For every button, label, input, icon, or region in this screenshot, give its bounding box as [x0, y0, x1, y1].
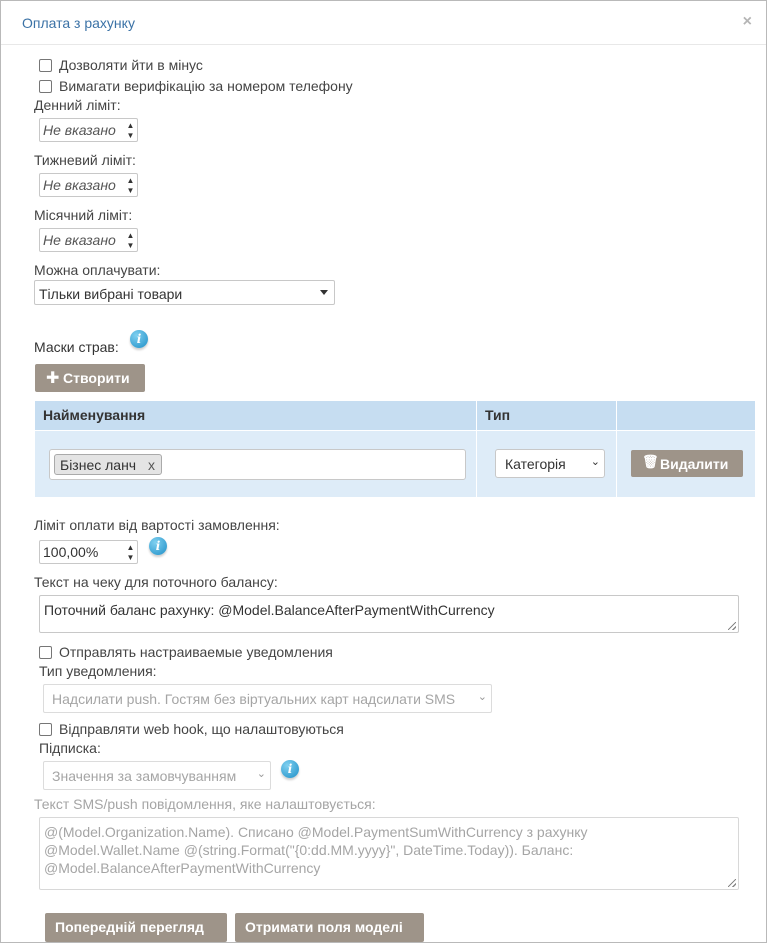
preview-button[interactable]: [45, 913, 227, 942]
webhook-checkbox[interactable]: [39, 723, 52, 736]
info-icon[interactable]: i: [149, 537, 167, 555]
custom-notifications-checkbox[interactable]: [39, 646, 52, 659]
mask-tag-label: Бізнес ланч: [60, 457, 137, 473]
create-mask-button[interactable]: [35, 364, 145, 392]
mask-tag-input[interactable]: [49, 449, 466, 480]
spin-down-icon[interactable]: ▼: [126, 186, 135, 195]
info-icon[interactable]: i: [281, 760, 299, 778]
allow-negative-label: Дозволяти йти в мінус: [59, 57, 203, 73]
delete-mask-label: Видалити: [660, 456, 729, 472]
mask-tag: [54, 454, 162, 475]
payable-label: Можна оплачувати:: [34, 262, 161, 278]
monthly-limit-label: Місячний ліміт:: [34, 207, 133, 223]
receipt-text-value: Поточний баланс рахунку: @Model.BalanceAfterPaymentWithCurrency: [44, 602, 495, 618]
sms-text-label: Текст SMS/push повідомлення, яке налаштовується:: [34, 796, 376, 812]
spin-down-icon[interactable]: ▼: [126, 241, 135, 250]
receipt-text-area[interactable]: [39, 595, 739, 633]
spin-up-icon[interactable]: ▲: [126, 543, 135, 552]
spin-up-icon[interactable]: ▲: [126, 231, 135, 240]
column-header-name: Найменування: [43, 407, 146, 423]
allow-negative-checkbox[interactable]: [39, 59, 52, 72]
tag-remove-icon[interactable]: x: [148, 457, 155, 473]
mask-type-select[interactable]: [495, 449, 605, 478]
sms-text-area[interactable]: [39, 817, 739, 890]
subscription-select[interactable]: [43, 761, 271, 790]
spin-down-icon[interactable]: ▼: [126, 553, 135, 562]
sms-text-line: @Model.Wallet.Name @(string.Format("{0:dd.MM.yyyy}", DateTime.Today)). Баланс:: [44, 842, 574, 858]
model-fields-button[interactable]: [235, 913, 424, 942]
webhook-label: Відправляти web hook, що налаштовуються: [59, 721, 344, 737]
info-icon[interactable]: i: [130, 330, 148, 348]
phone-verification-label: Вимагати верифікацію за номером телефону: [59, 78, 353, 94]
close-icon[interactable]: ×: [742, 13, 752, 30]
weekly-limit-input[interactable]: [39, 173, 138, 197]
spin-up-icon[interactable]: ▲: [126, 176, 135, 185]
order-limit-input[interactable]: [39, 540, 138, 564]
chevron-down-icon: [320, 290, 328, 295]
payable-select[interactable]: [34, 280, 335, 305]
sms-text-line: @Model.BalanceAfterPaymentWithCurrency: [44, 860, 321, 876]
chevron-down-icon: ⌄: [256, 768, 266, 780]
create-mask-label: Створити: [63, 370, 130, 386]
phone-verification-checkbox[interactable]: [39, 80, 52, 93]
resize-handle-icon[interactable]: [728, 879, 736, 887]
weekly-limit-label: Тижневий ліміт:: [34, 152, 136, 168]
delete-mask-button[interactable]: [631, 450, 743, 477]
spin-up-icon[interactable]: ▲: [126, 121, 135, 130]
daily-limit-placeholder: Не вказано: [43, 122, 116, 138]
weekly-limit-placeholder: Не вказано: [43, 177, 116, 193]
sms-text-line: @(Model.Organization.Name). Списано @Model.PaymentSumWithCurrency з рахунку: [44, 824, 588, 840]
subscription-label: Підписка:: [39, 740, 101, 756]
daily-limit-label: Денний ліміт:: [34, 97, 121, 113]
monthly-limit-placeholder: Не вказано: [43, 232, 116, 248]
notification-type-selected: Надсилати push. Гостям без віртуальних карт надсилати SMS: [52, 691, 456, 707]
chevron-down-icon: ⌄: [477, 691, 487, 703]
mask-type-selected: Категорія: [505, 456, 566, 472]
payable-selected: Тільки вибрані товари: [39, 286, 183, 302]
column-header-type: Тип: [485, 407, 511, 423]
chevron-down-icon: ⌄: [590, 456, 600, 468]
spin-down-icon[interactable]: ▼: [126, 131, 135, 140]
preview-button-label: Попередній перегляд: [55, 919, 204, 935]
custom-notifications-label: Отправлять настраиваемые уведомления: [59, 644, 333, 660]
daily-limit-input[interactable]: [39, 118, 138, 142]
dialog-header: [1, 1, 766, 45]
model-fields-button-label: Отримати поля моделі: [245, 919, 403, 935]
order-limit-value: 100,00%: [43, 544, 99, 560]
masks-table-header: [35, 401, 755, 430]
resize-handle-icon[interactable]: [728, 622, 736, 630]
subscription-selected: Значення за замовчуванням: [52, 768, 237, 784]
notification-type-select[interactable]: [43, 684, 492, 713]
monthly-limit-input[interactable]: [39, 228, 138, 252]
masks-label: Маски страв:: [34, 339, 119, 355]
receipt-text-label: Текст на чеку для поточного балансу:: [34, 574, 278, 590]
plus-icon: ✚: [46, 370, 60, 387]
notification-type-label: Тип уведомления:: [39, 663, 157, 679]
trash-icon: 🗑: [642, 454, 659, 469]
dialog-title: Оплата з рахунку: [22, 15, 135, 31]
order-limit-label: Ліміт оплати від вартості замовлення:: [34, 517, 280, 533]
